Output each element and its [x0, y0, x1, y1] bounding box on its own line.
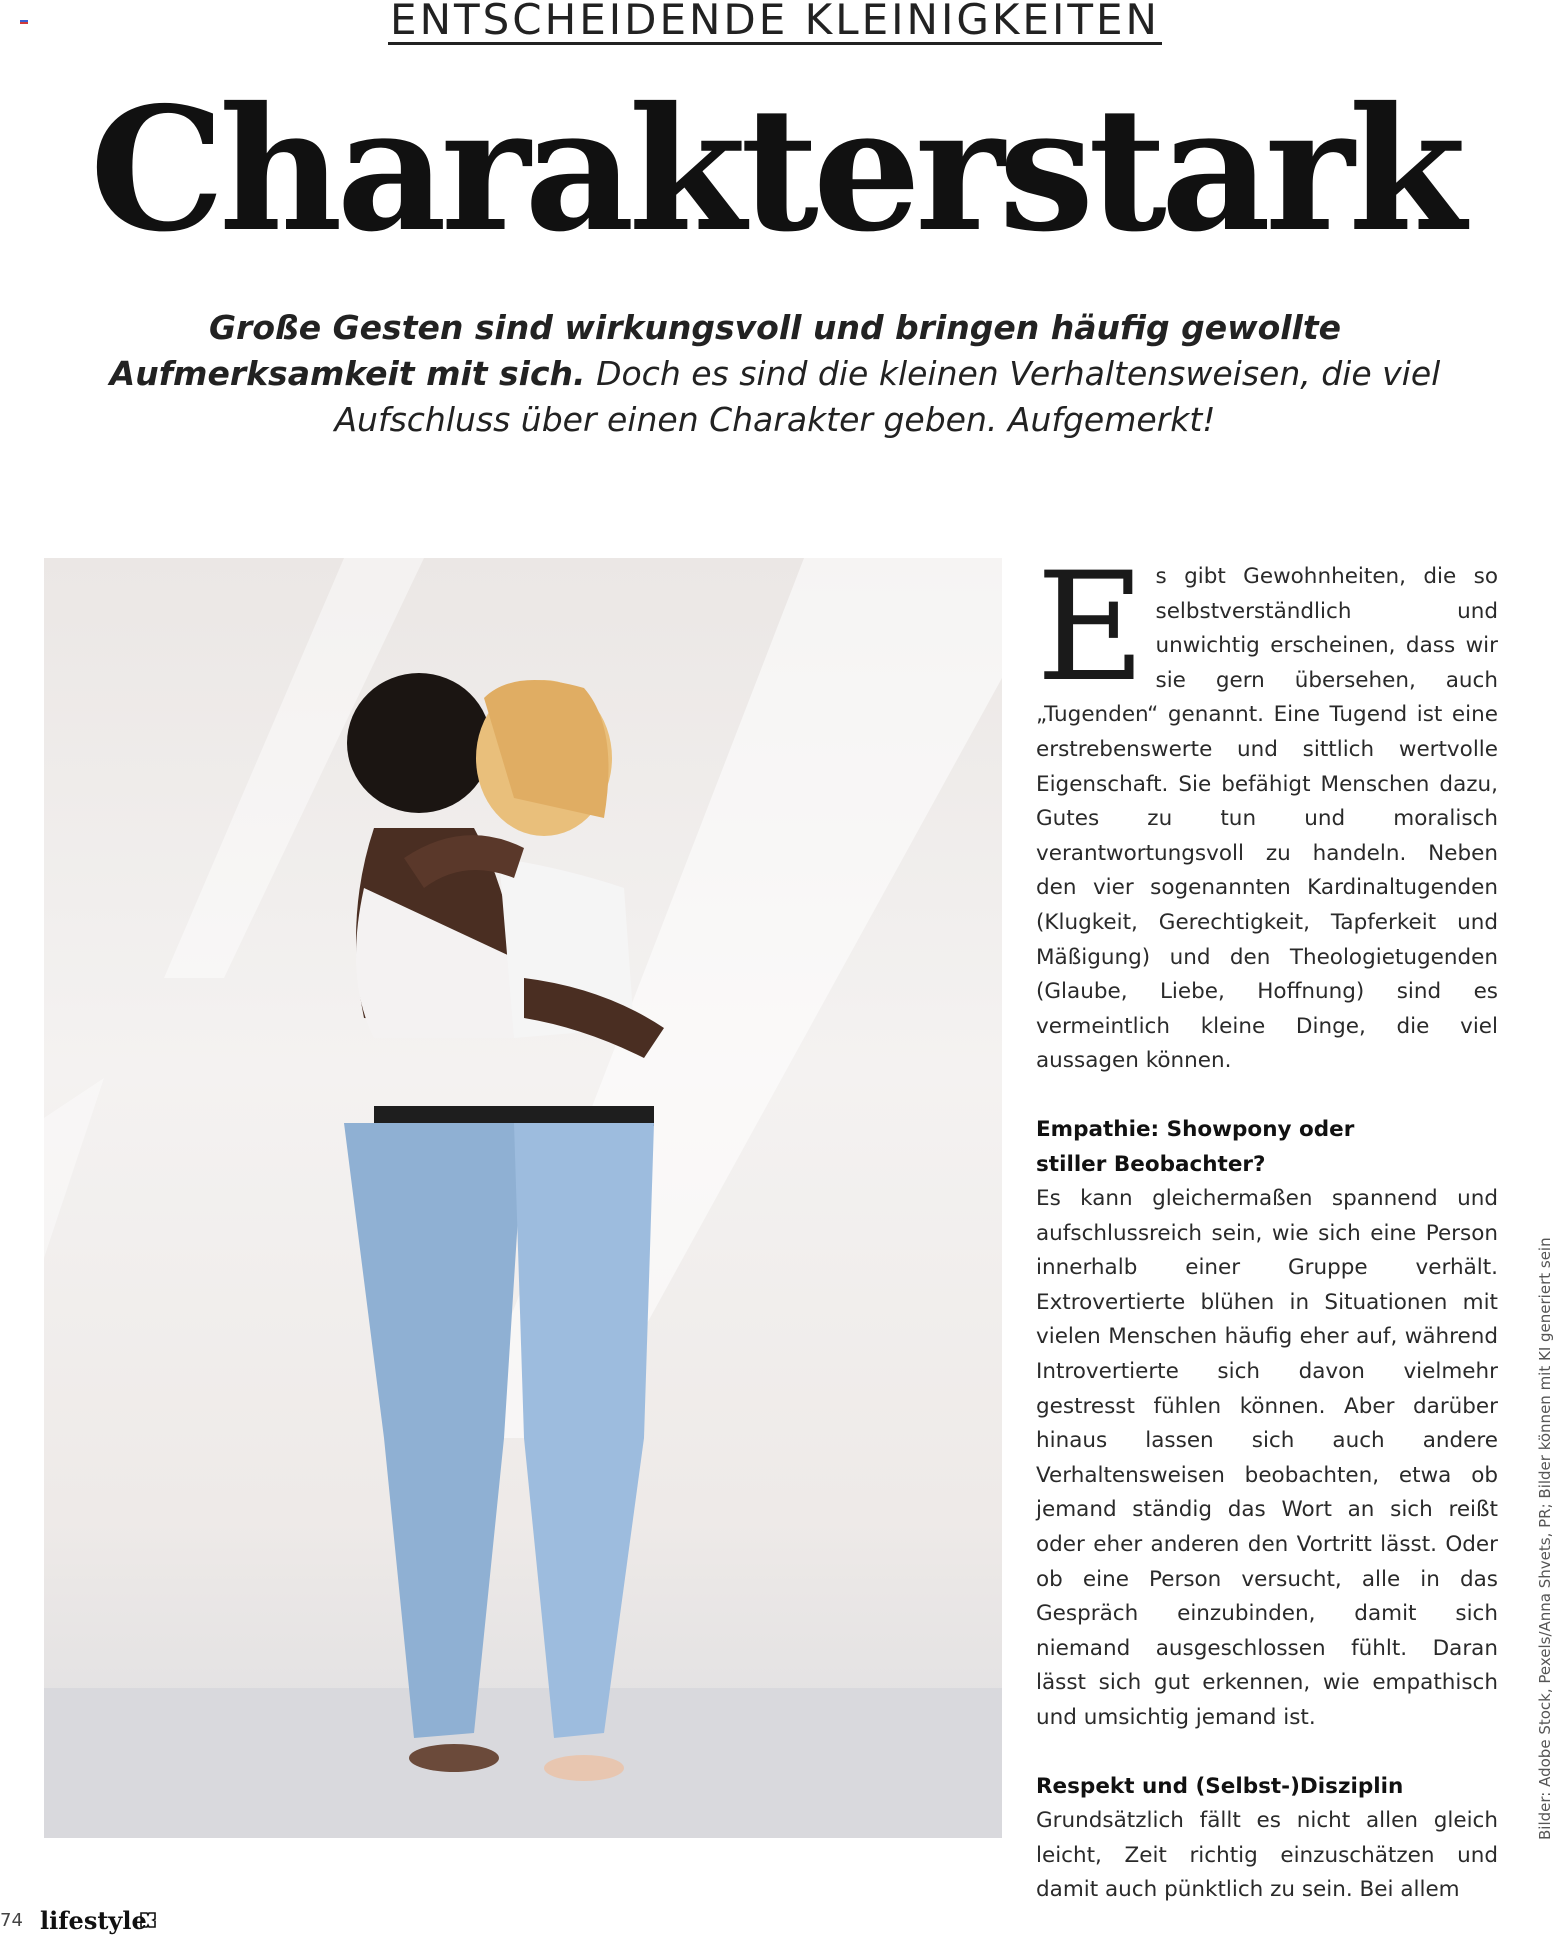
page-footer — [0, 1908, 400, 1933]
page-number: 74 — [0, 1910, 23, 1931]
page-title: Charakterstark — [89, 70, 1461, 270]
section-heading-respect: Respekt und (Selbst-)Disziplin — [1036, 1773, 1404, 1799]
magazine-logo-icon — [138, 1910, 158, 1930]
lead-bold: Große Gesten sind wirkungsvoll und bringen häufig gewollte Aufmerksamkeit mit sich. — [109, 308, 1342, 393]
article-body — [1036, 541, 1498, 1908]
lead-regular: Doch es sind die kleinen Verhaltensweisen, die viel Aufschluss über einen Charakter geben. Aufgemerkt! — [334, 354, 1441, 439]
drop-cap: E — [1036, 541, 1146, 715]
image-credit: Bilder: Adobe Stock, Pexels/Anna Shvets, PR; Bilder können mit KI generiert sein — [1536, 1237, 1554, 1840]
article-photo — [44, 558, 1002, 1838]
intro-text: s gibt Gewohnheiten, die so selbstverständlich und unwichtig erscheinen, dass wir sie gern übersehen, auch „Tugenden“ genannt. Eine Tugend ist eine erstrebenswerte und sittlich wertvolle Eigenschaft. Sie befähigt Menschen dazu, Gutes zu tun und moralisch verantwortungsvoll zu handeln. Neben den vier sogenannten Kardinaltugenden (Klugkeit, Gerechtigkeit, Tapferkeit und Mäßigung) und den Theologietugenden (Glaube, Liebe, Hoffnung) sind es vermeintlich kleine Dinge, die viel aussagen können. — [1036, 564, 1498, 1074]
lead-paragraph — [100, 305, 1450, 443]
section-heading-empathy: Empathie: Showpony oder stiller Beobachter? — [1036, 1116, 1355, 1177]
section-text-respect: Grundsätzlich fällt es nicht allen gleich leicht, Zeit richtig einzuschätzen und damit auch pünktlich zu sein. Bei allem — [1036, 1808, 1498, 1903]
intro-paragraph — [1036, 541, 1498, 1079]
section-kicker: ENTSCHEIDENDE KLEINIGKEITEN — [390, 0, 1160, 44]
brand-name: lifestyle — [40, 1906, 147, 1935]
section-text-empathy: Es kann gleichermaßen spannend und aufschlussreich sein, wie sich eine Person innerhalb einer Gruppe verhält. Extrovertierte blühen in Situationen mit vielen Menschen häufig eher auf, während Introvertierte sich davon vielmehr gestresst fühlen können. Aber darüber hinaus lassen sich auch andere Verhaltensweisen beobachten, etwa ob jemand ständig das Wort an sich reißt oder eher anderen den Vortritt lässt. Oder ob eine Person versucht, alle in das Gespräch einzubinden, damit sich niemand ausgeschlossen fühlt. Daran lässt sich gut erkennen, wie empathisch und umsichtig jemand ist. — [1036, 1186, 1498, 1730]
